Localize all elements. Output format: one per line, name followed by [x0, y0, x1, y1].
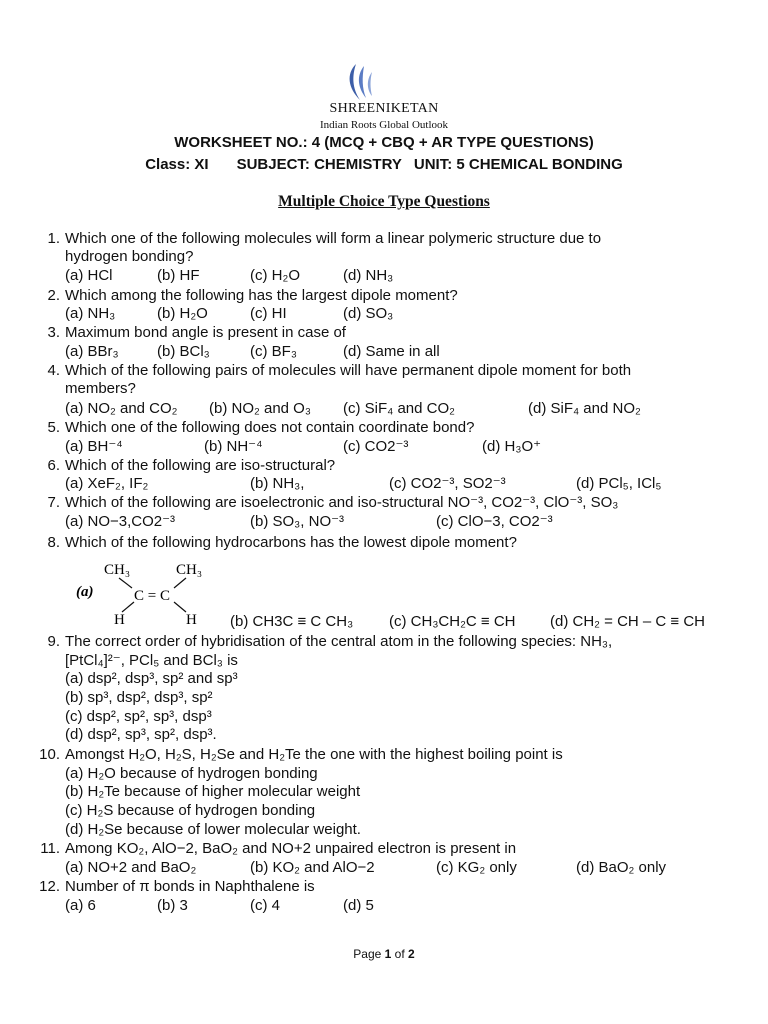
option: (a) NO₂ and CO₂	[65, 400, 178, 417]
question-number: 2.	[47, 287, 60, 304]
option: (c) CH₃CH₂C ≡ CH	[389, 613, 516, 630]
option: (b) HF	[157, 267, 200, 284]
option: (a) NO−3,CO2⁻³	[65, 513, 176, 530]
question-number: 9.	[47, 633, 60, 650]
question-text: Among KO₂, AlO−2, BaO₂ and NO+2 unpaired electron is present in	[65, 840, 517, 857]
school-tagline: Indian Roots Global Outlook	[319, 119, 449, 131]
question-number: 5.	[47, 419, 60, 436]
option: (d) dsp², sp³, sp², dsp³.	[65, 726, 217, 743]
structure-ch3-right: CH₃	[176, 562, 203, 578]
page-indicator	[0, 947, 768, 961]
option: (b) sp³, dsp², dsp³, sp²	[65, 689, 213, 706]
question-number: 3.	[47, 324, 60, 341]
option: (c) CO2⁻³, SO2⁻³	[389, 475, 506, 492]
question-text: Amongst H₂O, H₂S, H₂Se and H₂Te the one with the highest boiling point is	[65, 746, 563, 763]
question-number: 6.	[47, 457, 60, 474]
option: (a) BBr₃	[65, 343, 119, 360]
option: (d) H₃O⁺	[482, 438, 542, 455]
question-number: 4.	[47, 362, 60, 379]
unit-label: UNIT: 5 CHEMICAL BONDING	[413, 156, 623, 173]
question-text: Which one of the following does not contain coordinate bond?	[65, 419, 475, 436]
option: (a) H₂O because of hydrogen bonding	[65, 765, 318, 782]
question-text: Which of the following are isoelectronic and iso-structural NO⁻³, CO2⁻³, ClO⁻³, SO₃	[65, 494, 619, 511]
question-number: 1.	[47, 230, 60, 247]
option: (b) H₂O	[157, 305, 208, 322]
bond-line	[122, 602, 134, 612]
option: (d) 5	[343, 897, 374, 914]
subject-label: SUBJECT: CHEMISTRY	[236, 156, 402, 173]
option: (d) H₂Se because of lower molecular weight.	[65, 821, 361, 838]
worksheet-title: WORKSHEET NO.: 4 (MCQ + CBQ + AR TYPE QUESTIONS)	[174, 134, 594, 151]
option: (c) 4	[250, 897, 280, 914]
question-text: Which one of the following molecules will form a linear polymeric structure due to	[65, 230, 602, 247]
option: (c) KG₂ only	[436, 859, 517, 876]
option: (d) BaO₂ only	[576, 859, 667, 876]
current-page: 1	[384, 947, 392, 961]
bond-line	[119, 578, 132, 588]
option: (c) dsp², sp², sp³, dsp³	[65, 708, 212, 725]
option: (c) BF₃	[250, 343, 297, 360]
option: (d) PCl₅, ICl₅	[576, 475, 662, 492]
question-text: Maximum bond angle is present in case of	[65, 324, 346, 341]
of-word: of	[394, 947, 405, 961]
class-subject-line	[0, 156, 768, 173]
structure-core: C = C	[134, 588, 170, 604]
option: (c) H₂S because of hydrogen bonding	[65, 802, 316, 819]
option: (d) NH₃	[343, 267, 394, 284]
option: (c) CO2⁻³	[343, 438, 409, 455]
section-title: Multiple Choice Type Questions	[278, 193, 490, 210]
school-logo	[342, 62, 378, 104]
option: (b) CH3C ≡ C CH₃	[230, 613, 354, 630]
option: (a) BH⁻⁴	[65, 438, 123, 455]
option: (a) NH₃	[65, 305, 116, 322]
question-number: 7.	[47, 494, 60, 511]
structure-h-right: H	[186, 612, 197, 628]
structure-h-left: H	[114, 612, 125, 628]
option: (c) HI	[250, 305, 287, 322]
total-pages: 2	[408, 947, 415, 961]
question-text: Number of π bonds in Naphthalene is	[65, 878, 315, 895]
question-number: 12.	[39, 878, 60, 895]
question-number: 11.	[40, 840, 60, 857]
option: (d) CH₂ = CH – C ≡ CH	[550, 613, 706, 630]
option: (c) H₂O	[250, 267, 300, 284]
question-text: Which of the following hydrocarbons has the lowest dipole moment?	[65, 534, 517, 551]
option: (b) BCl₃	[157, 343, 210, 360]
option: (b) NO₂ and O₃	[209, 400, 311, 417]
option: (c) SiF₄ and CO₂	[343, 400, 455, 417]
class-label: Class: XI	[145, 156, 209, 173]
question-number: 10.	[39, 746, 60, 763]
question-text: hydrogen bonding?	[65, 248, 194, 265]
option: (d) SiF₄ and NO₂	[528, 400, 641, 417]
option: (a) 6	[65, 897, 96, 914]
structure-option-label: (a)	[76, 584, 94, 600]
option: (a) dsp², dsp³, sp² and sp³	[65, 670, 238, 687]
option: (b) H₂Te because of higher molecular weight	[65, 783, 361, 800]
school-name: SHREENIKETAN	[329, 101, 439, 116]
option-a-structure	[74, 558, 224, 628]
option: (d) SO₃	[343, 305, 394, 322]
question-text: Which of the following pairs of molecules will have permanent dipole moment for both	[65, 362, 632, 379]
question-text: Which of the following are iso-structural?	[65, 457, 336, 474]
structure-ch3-left: CH₃	[104, 562, 131, 578]
question-text: Which among the following has the largest dipole moment?	[65, 287, 458, 304]
question-number: 8.	[47, 534, 60, 551]
question-text: [PtCl₄]²⁻, PCl₅ and BCl₃ is	[65, 652, 238, 669]
option: (a) XeF₂, IF₂	[65, 475, 149, 492]
option: (b) NH₃,	[250, 475, 305, 492]
option: (a) NO+2 and BaO₂	[65, 859, 197, 876]
bond-line	[174, 578, 186, 588]
option: (b) NH⁻⁴	[204, 438, 263, 455]
option: (d) Same in all	[343, 343, 440, 360]
option: (b) SO₃, NO⁻³	[250, 513, 345, 530]
question-text: members?	[65, 380, 136, 397]
page-word: Page	[353, 947, 382, 961]
bond-line	[174, 602, 186, 612]
option: (b) KO₂ and AlO−2	[250, 859, 375, 876]
option: (a) HCl	[65, 267, 113, 284]
question-text: The correct order of hybridisation of the central atom in the following species: NH₃,	[65, 633, 613, 650]
option: (c) ClO−3, CO2⁻³	[436, 513, 553, 530]
option: (b) 3	[157, 897, 188, 914]
